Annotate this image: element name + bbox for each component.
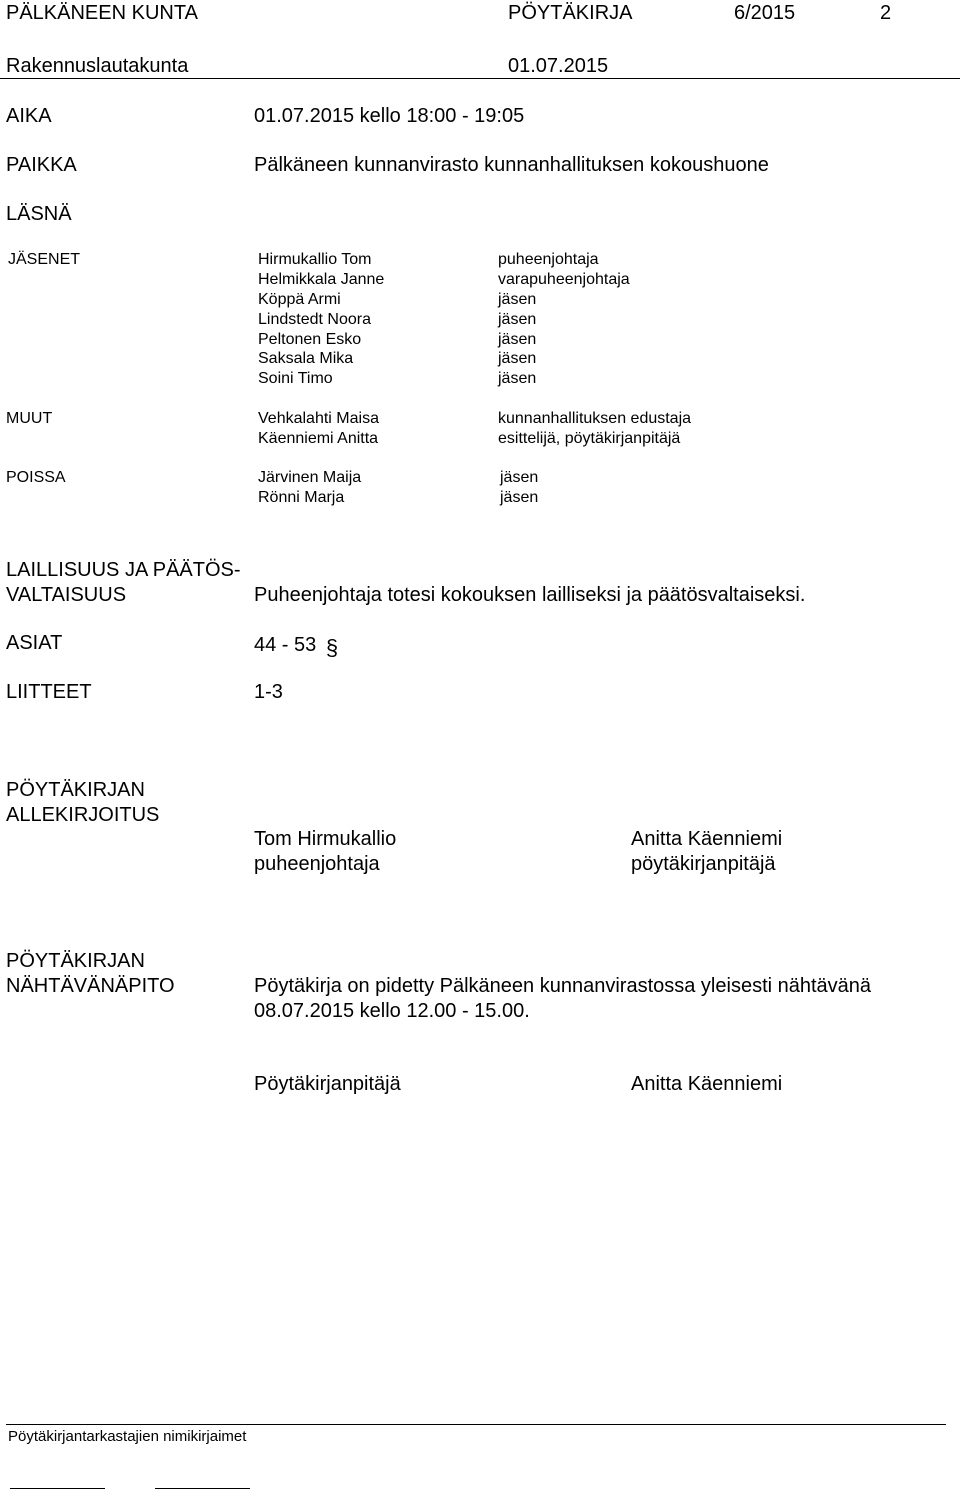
document-number: 6/2015 [734,2,796,24]
member-name: Peltonen Esko [258,331,362,348]
member-role: jäsen [498,291,537,308]
member-name: Saksala Mika [258,350,354,367]
page-number: 2 [880,2,892,24]
display-name: Anitta Käenniemi [631,1073,783,1095]
section-symbol: § [325,635,339,660]
member-role: jäsen [498,350,537,367]
place-label: PAIKKA [6,154,77,176]
legality-text: Puheenjohtaja totesi kokouksen lailliseksi ja päätösvaltaiseksi. [254,584,806,606]
other-role: kunnanhallituksen edustaja [498,410,692,427]
signer2-name: Anitta Käenniemi [631,828,783,850]
board-name: Rakennuslautakunta [6,55,189,77]
member-role: jäsen [498,311,537,328]
absent-role: jäsen [500,469,539,486]
signer1-name: Tom Hirmukallio [254,828,397,850]
header-divider [0,78,960,79]
absent-name: Rönni Marja [258,489,345,506]
legality-label-line2: VALTAISUUS [6,584,127,606]
initials-label: Pöytäkirjantarkastajien nimikirjaimet [8,1428,247,1445]
member-name: Lindstedt Noora [258,311,371,328]
time-label: AIKA [6,105,52,127]
place-value: Pälkäneen kunnanvirasto kunnanhallituksen kokoushuone [254,154,769,176]
member-name: Hirmukallio Tom [258,251,372,268]
absent-label: POISSA [6,469,66,486]
display-text-line2: 08.07.2015 kello 12.00 - 15.00. [254,1000,530,1022]
signatures-label-line1: PÖYTÄKIRJAN [6,779,145,801]
present-label: LÄSNÄ [6,203,72,225]
member-name: Soini Timo [258,370,333,387]
items-value [254,633,339,660]
member-name: Helmikkala Janne [258,271,385,288]
display-text-line1: Pöytäkirja on pidetty Pälkäneen kunnanvirastossa yleisesti nähtävänä [254,975,872,997]
signatures-label-line2: ALLEKIRJOITUS [6,804,160,826]
display-role: Pöytäkirjanpitäjä [254,1073,401,1095]
member-role: jäsen [498,370,537,387]
initials-line-1 [10,1488,105,1489]
others-label: MUUT [6,410,53,427]
absent-role: jäsen [500,489,539,506]
legality-label-line1: LAILLISUUS JA PÄÄTÖS- [6,559,241,581]
display-label-line2: NÄHTÄVÄNÄPITO [6,975,175,997]
signer1-role: puheenjohtaja [254,853,380,875]
time-value: 01.07.2015 kello 18:00 - 19:05 [254,105,525,127]
meeting-date: 01.07.2015 [508,55,609,77]
member-role: varapuheenjohtaja [498,271,630,288]
attachments-value: 1-3 [254,681,283,703]
other-name: Käenniemi Anitta [258,430,379,447]
footer-divider [6,1424,946,1425]
document-type: PÖYTÄKIRJA [508,2,633,24]
items-label: ASIAT [6,632,63,654]
initials-line-2 [155,1488,250,1489]
absent-name: Järvinen Maija [258,469,362,486]
other-name: Vehkalahti Maisa [258,410,379,427]
display-label-line1: PÖYTÄKIRJAN [6,950,145,972]
signer2-role: pöytäkirjanpitäjä [631,853,776,875]
items-range: 44 - 53 [254,634,317,656]
members-label: JÄSENET [8,251,81,268]
other-role: esittelijä, pöytäkirjanpitäjä [498,430,681,447]
member-role: jäsen [498,331,537,348]
member-name: Köppä Armi [258,291,341,308]
attachments-label: LIITTEET [6,681,92,703]
municipality-name: PÄLKÄNEEN KUNTA [6,2,198,24]
member-role: puheenjohtaja [498,251,599,268]
